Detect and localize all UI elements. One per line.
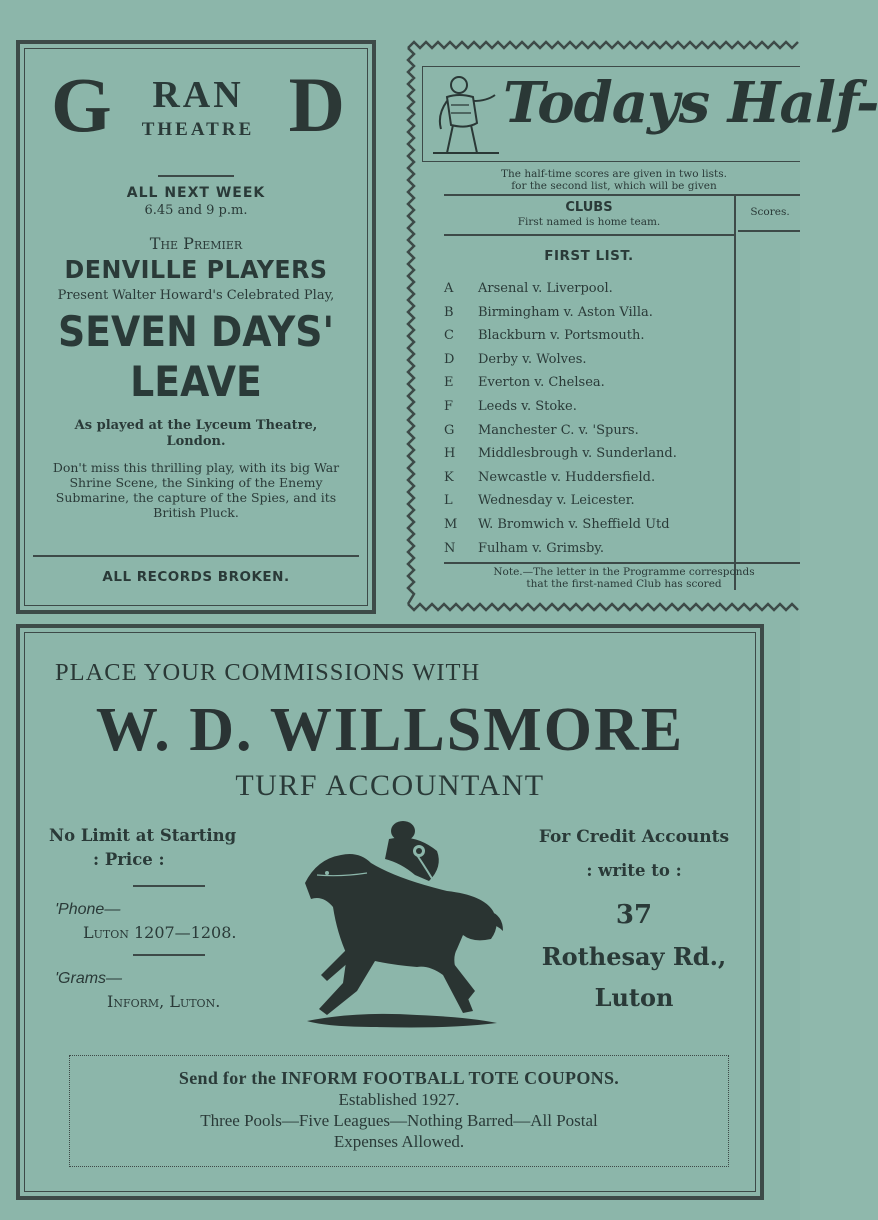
coupon-box [69, 1055, 729, 1167]
header-rule [444, 194, 800, 196]
first-named-note: First named is home team. [517, 216, 661, 228]
fixture-name: Leeds v. Stoke. [478, 398, 577, 414]
fixture-row [444, 349, 744, 373]
half-time-title: Todays Half- [503, 70, 878, 136]
clubs-heading: CLUBS [565, 200, 613, 215]
half-time-content [422, 66, 878, 598]
coupon-title: Send for the INFORM FOOTBALL TOTE COUPONS. [178, 1068, 620, 1088]
fixture-name: W. Bromwich v. Sheffield Utd [478, 516, 670, 532]
fixture-letter: H [444, 446, 456, 462]
fixture-name: Wednesday v. Leicester. [478, 493, 635, 509]
intro-line-1: The half-time scores are given in two lists. [501, 168, 727, 180]
willsmore-inner-frame [24, 632, 756, 1192]
fixture-row [444, 325, 744, 349]
clubs-subheader-rule [444, 234, 734, 236]
logo-letters-ran: RAN [152, 74, 244, 116]
fixture-row [444, 278, 744, 302]
fixture-letter: M [444, 516, 458, 532]
half-time-scores-panel [404, 38, 878, 614]
grand-theatre-logo [25, 61, 367, 165]
willsmore-advert [16, 624, 764, 1200]
divider-rule [158, 175, 234, 177]
fixture-row [444, 396, 744, 420]
racehorse-jockey-icon [297, 815, 505, 1035]
established-line: Established 1927. [338, 1090, 460, 1109]
show-times: 6.45 and 9 p.m. [144, 203, 248, 218]
fixture-letter: A [444, 281, 454, 296]
fixture-letter: G [444, 422, 455, 438]
grand-theatre-advert [16, 40, 376, 614]
scores-heading: Scores. [750, 206, 790, 218]
place-commissions: PLACE YOUR COMMISSIONS WITH [55, 659, 481, 686]
fixture-letter: C [444, 328, 454, 344]
telegrams-address: Inform, Luton. [107, 992, 221, 1011]
fixture-row [444, 443, 744, 467]
fixture-row [444, 372, 744, 396]
telegrams-label: 'Grams— [55, 970, 123, 987]
expenses-line: Expenses Allowed. [333, 1132, 465, 1151]
intro-line-2: for the second list, which will be given [511, 180, 717, 192]
fixture-row [444, 420, 744, 444]
fixture-name: Manchester C. v. 'Spurs. [478, 422, 639, 438]
play-description: Don't miss this thrilling play, with its big War Shrine Scene, the Sinking of the Enemy Submarine, the capture of the Spies, and its British Pluck. [52, 460, 340, 520]
logo-word-theatre: THEATRE [141, 119, 255, 140]
fixture-row [444, 302, 744, 326]
fixture-name: Everton v. Chelsea. [478, 375, 605, 391]
fixture-row [444, 514, 744, 538]
company-name: DENVILLE PLAYERS [64, 255, 328, 284]
fixture-name: Arsenal v. Liverpool. [478, 281, 613, 296]
fixture-letter: B [444, 304, 454, 320]
write-to: : write to : [586, 861, 682, 880]
fixture-name: Newcastle v. Huddersfield. [478, 469, 656, 485]
phone-numbers: Luton 1207—1208. [83, 923, 237, 942]
fixture-letter: L [444, 493, 453, 509]
fixture-name: Derby v. Wolves. [478, 351, 587, 367]
records-broken: ALL RECORDS BROKEN. [102, 569, 290, 585]
fixture-row [444, 467, 744, 491]
fixture-list [444, 278, 744, 561]
first-list-heading: FIRST LIST. [544, 248, 634, 264]
phone-label: 'Phone— [55, 901, 121, 918]
logo-letter-g: G [51, 61, 112, 148]
presents-line: Present Walter Howard's Celebrated Play, [57, 288, 335, 303]
play-title-line1: SEVEN DAYS' [57, 307, 335, 356]
fixture-name: Blackburn v. Portsmouth. [478, 328, 645, 344]
divider-rule [133, 885, 205, 887]
fixture-row [444, 538, 744, 562]
footballer-illustration-icon [429, 71, 501, 157]
fixture-letter: K [444, 469, 454, 485]
fixture-name: Fulham v. Grimsby. [478, 540, 605, 556]
note-line-1: Note.—The letter in the Programme corresponds [493, 566, 755, 578]
address-number: 37 [615, 900, 653, 930]
logo-letter-d: D [288, 61, 345, 148]
divider-rule-bottom [33, 555, 359, 557]
address-road: Rothesay Rd., [541, 942, 727, 971]
played-at-line: As played at the Lyceum Theatre, London. [74, 418, 318, 449]
title-banner [422, 66, 878, 162]
contact-left-column [49, 825, 239, 1011]
intro-text [422, 168, 800, 192]
fixture-name: Middlesbrough v. Sunderland. [478, 446, 677, 462]
play-title-line2: LEAVE [130, 357, 262, 406]
no-limit: No Limit at Starting [49, 826, 237, 845]
turf-accountant: TURF ACCOUNTANT [235, 769, 545, 802]
contact-right-column [519, 827, 749, 1012]
fixture-letter: E [444, 375, 454, 391]
fixture-letter: D [444, 351, 455, 367]
credit-accounts: For Credit Accounts [538, 827, 730, 847]
scores-subheader-rule [738, 230, 800, 232]
footer-rule [444, 562, 800, 564]
fixture-name: Birmingham v. Aston Villa. [478, 304, 653, 320]
pools-line: Three Pools—Five Leagues—Nothing Barred—All Postal [200, 1111, 598, 1130]
address-town: Luton [594, 983, 674, 1012]
fixture-letter: N [444, 540, 456, 556]
divider-rule [133, 954, 205, 956]
bookmaker-name: W. D. WILLSMORE [95, 696, 685, 764]
grand-theatre-inner-frame [24, 48, 368, 606]
starting-price: : Price : [93, 850, 165, 869]
the-premier: The Premier [149, 234, 243, 253]
all-next-week: ALL NEXT WEEK [126, 185, 266, 201]
programme-note [448, 566, 800, 590]
fixture-letter: F [444, 398, 454, 414]
note-line-2: that the first-named Club has scored [526, 578, 722, 590]
fixture-row [444, 490, 744, 514]
